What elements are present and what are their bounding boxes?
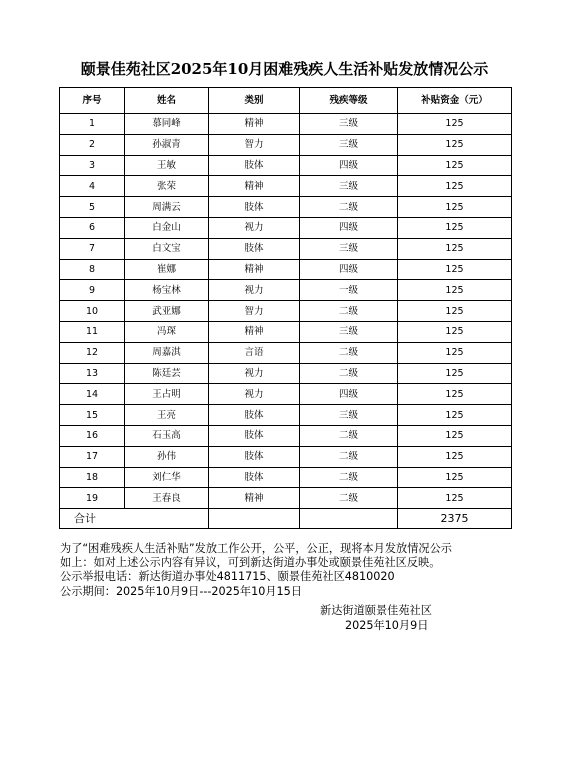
cell-index: 15 xyxy=(60,405,125,426)
cell-name: 冯琛 xyxy=(125,321,209,342)
page-title: 颐景佳苑社区2025年10月困难残疾人生活补贴发放情况公示 xyxy=(80,60,489,78)
cell-category: 智力 xyxy=(209,301,300,322)
cell-index: 14 xyxy=(60,384,125,405)
cell-name: 刘仁华 xyxy=(125,467,209,488)
cell-category: 肢体 xyxy=(209,446,300,467)
cell-category: 精神 xyxy=(209,259,300,280)
table-row xyxy=(60,488,512,509)
cell-disability-level: 二级 xyxy=(300,467,398,488)
cell-category: 精神 xyxy=(209,176,300,197)
total-value: 2375 xyxy=(398,509,512,529)
cell-category: 言语 xyxy=(209,342,300,363)
cell-subsidy-amount: 125 xyxy=(398,446,512,467)
cell-category: 肢体 xyxy=(209,197,300,218)
cell-name: 王春良 xyxy=(125,488,209,509)
cell-index: 4 xyxy=(60,176,125,197)
cell-disability-level: 二级 xyxy=(300,446,398,467)
cell-disability-level: 二级 xyxy=(300,363,398,384)
table-row xyxy=(60,280,512,301)
cell-disability-level: 二级 xyxy=(300,342,398,363)
table-row xyxy=(60,301,512,322)
cell-disability-level: 二级 xyxy=(300,425,398,446)
cell-subsidy-amount: 125 xyxy=(398,259,512,280)
cell-subsidy-amount: 125 xyxy=(398,384,512,405)
header-index: 序号 xyxy=(60,88,125,114)
cell-disability-level: 三级 xyxy=(300,321,398,342)
header-name: 姓名 xyxy=(125,88,209,114)
cell-subsidy-amount: 125 xyxy=(398,134,512,155)
table-row xyxy=(60,176,512,197)
table-row xyxy=(60,259,512,280)
table-row xyxy=(60,467,512,488)
cell-subsidy-amount: 125 xyxy=(398,114,512,135)
table-row xyxy=(60,155,512,176)
notice-line: 为了“困难残疾人生活补贴”发放工作公开，公平，公正，现将本月发放情况公示 xyxy=(60,542,452,555)
cell-category: 肢体 xyxy=(209,467,300,488)
cell-disability-level: 四级 xyxy=(300,217,398,238)
cell-category: 肢体 xyxy=(209,238,300,259)
cell-disability-level: 三级 xyxy=(300,238,398,259)
table-row xyxy=(60,384,512,405)
cell-index: 18 xyxy=(60,467,125,488)
cell-index: 13 xyxy=(60,363,125,384)
cell-name: 崔娜 xyxy=(125,259,209,280)
cell-name: 王占明 xyxy=(125,384,209,405)
cell-subsidy-amount: 125 xyxy=(398,155,512,176)
cell-disability-level: 三级 xyxy=(300,114,398,135)
cell-subsidy-amount: 125 xyxy=(398,321,512,342)
cell-name: 石玉高 xyxy=(125,425,209,446)
notice-line: 公示期间：2025年10月9日---2025年10月15日 xyxy=(60,584,302,598)
table-row xyxy=(60,405,512,426)
cell-subsidy-amount: 125 xyxy=(398,342,512,363)
table-row xyxy=(60,114,512,135)
cell-name: 慕同峰 xyxy=(125,114,209,135)
total-label: 合计 xyxy=(60,509,209,529)
table-row xyxy=(60,238,512,259)
cell-disability-level: 二级 xyxy=(300,197,398,218)
total-empty-cell xyxy=(300,509,398,529)
cell-category: 精神 xyxy=(209,114,300,135)
cell-subsidy-amount: 125 xyxy=(398,238,512,259)
cell-subsidy-amount: 125 xyxy=(398,280,512,301)
cell-category: 肢体 xyxy=(209,155,300,176)
table-row xyxy=(60,342,512,363)
table-header-row xyxy=(60,88,512,114)
cell-name: 白金山 xyxy=(125,217,209,238)
cell-index: 10 xyxy=(60,301,125,322)
cell-name: 孙伟 xyxy=(125,446,209,467)
cell-category: 智力 xyxy=(209,134,300,155)
cell-disability-level: 二级 xyxy=(300,488,398,509)
cell-subsidy-amount: 125 xyxy=(398,425,512,446)
header-category: 类别 xyxy=(209,88,300,114)
cell-index: 17 xyxy=(60,446,125,467)
cell-index: 2 xyxy=(60,134,125,155)
subsidy-table xyxy=(59,87,512,529)
notice-line: 公示举报电话：新达街道办事处4811715、颐景佳苑社区4810020 xyxy=(60,570,395,584)
cell-index: 5 xyxy=(60,197,125,218)
cell-name: 白文宝 xyxy=(125,238,209,259)
total-row xyxy=(60,509,512,529)
cell-category: 视力 xyxy=(209,363,300,384)
cell-disability-level: 四级 xyxy=(300,259,398,280)
signature-org: 新达街道颐景佳苑社区 xyxy=(320,604,432,617)
cell-category: 视力 xyxy=(209,280,300,301)
cell-category: 视力 xyxy=(209,217,300,238)
cell-index: 12 xyxy=(60,342,125,363)
cell-index: 3 xyxy=(60,155,125,176)
cell-name: 陈廷芸 xyxy=(125,363,209,384)
cell-index: 7 xyxy=(60,238,125,259)
cell-name: 周满云 xyxy=(125,197,209,218)
header-disability-level: 残疾等级 xyxy=(300,88,398,114)
cell-index: 19 xyxy=(60,488,125,509)
cell-subsidy-amount: 125 xyxy=(398,197,512,218)
cell-category: 肢体 xyxy=(209,405,300,426)
cell-name: 周嘉淇 xyxy=(125,342,209,363)
cell-disability-level: 一级 xyxy=(300,280,398,301)
cell-disability-level: 四级 xyxy=(300,384,398,405)
cell-index: 16 xyxy=(60,425,125,446)
table-row xyxy=(60,217,512,238)
cell-disability-level: 三级 xyxy=(300,134,398,155)
total-empty-cell xyxy=(209,509,300,529)
table-row xyxy=(60,321,512,342)
cell-name: 张荣 xyxy=(125,176,209,197)
cell-subsidy-amount: 125 xyxy=(398,405,512,426)
signature-date: 2025年10月9日 xyxy=(345,619,429,632)
cell-name: 王敏 xyxy=(125,155,209,176)
table-row xyxy=(60,363,512,384)
cell-subsidy-amount: 125 xyxy=(398,176,512,197)
cell-subsidy-amount: 125 xyxy=(398,301,512,322)
cell-subsidy-amount: 125 xyxy=(398,467,512,488)
cell-subsidy-amount: 125 xyxy=(398,217,512,238)
notice-line: 如上：如对上述公示内容有异议，可到新达街道办事处或颐景佳苑社区反映。 xyxy=(60,556,441,570)
cell-index: 11 xyxy=(60,321,125,342)
cell-index: 8 xyxy=(60,259,125,280)
cell-category: 精神 xyxy=(209,321,300,342)
cell-disability-level: 二级 xyxy=(300,301,398,322)
cell-disability-level: 三级 xyxy=(300,176,398,197)
table-row xyxy=(60,425,512,446)
cell-category: 肢体 xyxy=(209,425,300,446)
header-subsidy-amount: 补贴资金（元） xyxy=(398,88,512,114)
table-row xyxy=(60,134,512,155)
notice-text xyxy=(60,542,520,599)
cell-category: 精神 xyxy=(209,488,300,509)
table-row xyxy=(60,446,512,467)
cell-subsidy-amount: 125 xyxy=(398,363,512,384)
cell-subsidy-amount: 125 xyxy=(398,488,512,509)
cell-index: 1 xyxy=(60,114,125,135)
table-row xyxy=(60,197,512,218)
cell-name: 杨宝林 xyxy=(125,280,209,301)
cell-index: 9 xyxy=(60,280,125,301)
cell-disability-level: 三级 xyxy=(300,405,398,426)
cell-name: 武亚娜 xyxy=(125,301,209,322)
cell-disability-level: 四级 xyxy=(300,155,398,176)
cell-name: 王亮 xyxy=(125,405,209,426)
cell-name: 孙淑青 xyxy=(125,134,209,155)
cell-index: 6 xyxy=(60,217,125,238)
cell-category: 视力 xyxy=(209,384,300,405)
